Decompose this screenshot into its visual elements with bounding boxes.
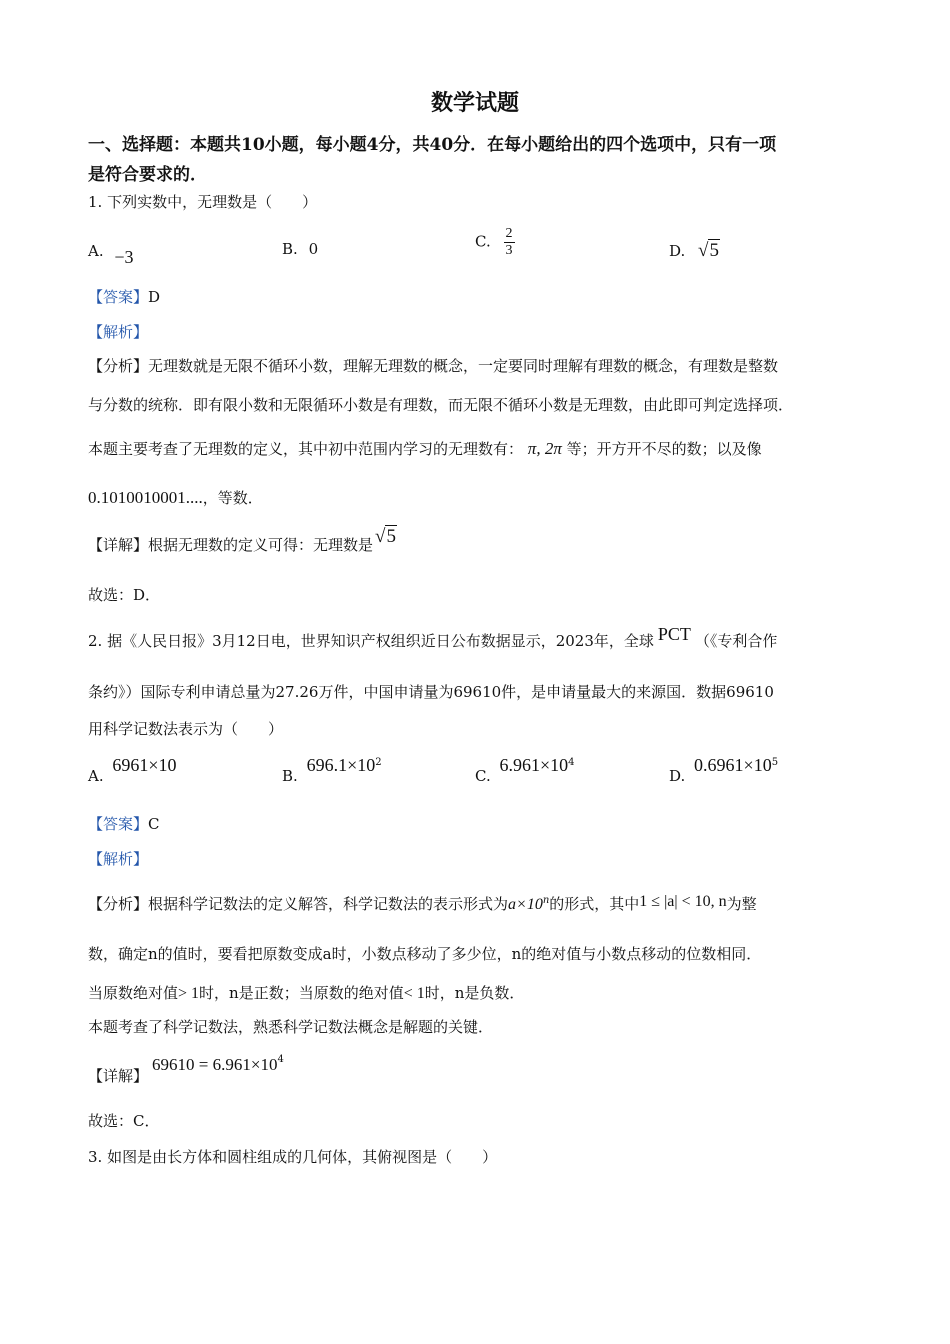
q1-choose: 故选：D．: [88, 586, 161, 604]
option-exponent: 4: [568, 757, 575, 768]
q2-fenxi-line4: 本题考查了科学记数法，熟悉科学记数法概念是解题的关键．: [88, 1018, 494, 1036]
section-heading-line2: 是符合要求的．: [88, 165, 207, 185]
option-label: A.: [88, 242, 104, 260]
q2-option-b: [282, 755, 382, 785]
option-label: D.: [669, 767, 686, 785]
q2-fenxi-line1: [88, 893, 757, 914]
option-value: 6.961×10: [499, 755, 569, 775]
answer-tag: 【答案】: [88, 288, 149, 306]
detail-math: 69610 = 6.961×10: [152, 1055, 278, 1074]
option-exponent: 2: [375, 757, 382, 768]
line-math: > 1: [178, 985, 200, 1002]
fenxi-tag: 【分析】: [88, 357, 149, 375]
option-label: C.: [475, 232, 491, 251]
q1-answer: [88, 286, 160, 307]
q2-fenxi-line3: [88, 982, 524, 1003]
q2-fenxi-line2: 数，确定n的值时，要看把原数变成a时，小数点移动了多少位，n的绝对值与小数点移动的位数相同．: [88, 945, 762, 963]
stem-text-b: （《专利合作: [694, 632, 778, 650]
option-label: B.: [282, 767, 298, 785]
q2-detail: [88, 1054, 284, 1085]
option-label: C.: [475, 767, 491, 785]
option-value: 0: [308, 240, 319, 258]
option-value: 0.6961×10: [694, 755, 772, 775]
q2-answer: [88, 813, 160, 834]
page-title: 数学试题: [430, 90, 519, 116]
detail-tag: 【详解】: [88, 536, 149, 554]
fenxi-text-b: 的形式，其中: [549, 895, 640, 913]
q1-fenxi-line2: 与分数的统称．即有限小数和无限循环小数是有理数，而无限不循环小数是无理数，由此即可判定选择项．: [88, 396, 794, 414]
note-text: 本题主要考查了无理数的定义，其中初中范围内学习的无理数有：: [88, 440, 524, 458]
fenxi-text-c: 为整: [726, 895, 757, 913]
q2-option-c: [475, 755, 575, 785]
detail-exp: 4: [277, 1054, 284, 1065]
q1-stem: 1. 下列实数中，无理数是（ ）: [88, 193, 318, 211]
answer-value: C: [148, 815, 160, 833]
fenxi-math-range: 1 ≤ |a| < 10, n: [639, 893, 727, 910]
q1-option-c: [475, 226, 515, 259]
fenxi-text: 根据科学记数法的定义解答，科学记数法的表示形式为: [148, 895, 509, 913]
fraction: [504, 226, 515, 259]
answer-tag: 【答案】: [88, 815, 149, 833]
q1-option-d: [669, 240, 720, 262]
stem-math: PCT: [657, 624, 691, 644]
detail-tag: 【详解】: [88, 1067, 149, 1085]
fenxi-tag: 【分析】: [88, 895, 149, 913]
note-decimal: 0.1010010001....: [88, 488, 203, 507]
q2-analysis-tag: 【解析】: [88, 850, 149, 868]
q1-note-line2: [88, 487, 263, 508]
option-label: A.: [88, 767, 104, 785]
option-value: 696.1×10: [306, 755, 376, 775]
stem-text: 2. 据《人民日报》3月12日电，世界知识产权组织近日公布数据显示，2023年，全球: [88, 632, 654, 650]
q2-stem-line1: [88, 624, 778, 651]
q3-stem: 3. 如图是由长方体和圆柱组成的几何体，其俯视图是（ ）: [88, 1148, 498, 1166]
fenxi-math-exp: n: [542, 895, 550, 906]
line-text-b: 时，n是正数；当原数的绝对值: [199, 984, 404, 1002]
line-text: 当原数绝对值: [88, 984, 179, 1002]
denominator: 3: [505, 243, 513, 258]
option-exponent: 5: [771, 757, 779, 768]
detail-text: 根据无理数的定义可得：无理数是: [148, 536, 374, 554]
q2-choose: 故选：C．: [88, 1112, 160, 1130]
option-label: D.: [669, 242, 686, 260]
note-math: π, 2π: [527, 439, 562, 458]
numerator: 2: [505, 226, 513, 241]
q2-option-d: [669, 755, 779, 785]
radicand: 5: [386, 526, 396, 547]
q1-option-b: [282, 240, 318, 258]
square-root: √5: [375, 526, 396, 547]
option-value: −3: [114, 247, 134, 267]
note-text: ，等数．: [202, 489, 263, 507]
q1-fenxi-line1: [88, 355, 778, 376]
q1-analysis-tag: 【解析】: [88, 323, 149, 341]
note-text-b: 等；开方开不尽的数；以及像: [566, 440, 762, 458]
answer-value: D: [148, 288, 161, 306]
line-math-2: < 1: [403, 985, 425, 1002]
q1-detail: [88, 526, 397, 556]
q2-option-a: [88, 755, 177, 785]
q2-stem-line2: 条约》）国际专利申请总量为27.26万件，中国申请量为69610件，是申请量最大的来源国．数据69610: [88, 683, 774, 701]
square-root: √5: [698, 240, 719, 261]
option-label: B.: [282, 240, 298, 258]
q1-note-line1: [88, 438, 762, 459]
option-value: 6961×10: [112, 755, 177, 775]
radicand: 5: [709, 240, 719, 261]
q2-stem-line3: 用科学记数法表示为（ ）: [88, 720, 284, 738]
line-text-c: 时，n是负数．: [424, 984, 525, 1002]
fenxi-math: a×10: [508, 896, 543, 913]
fenxi-text: 无理数就是无限不循环小数，理解无理数的概念，一定要同时理解有理数的概念，有理数是整数: [148, 357, 779, 375]
q1-option-a: [88, 240, 134, 267]
section-heading-line1: 一、选择题：本题共10小题，每小题4分，共40分．在每小题给出的四个选项中，只有一项: [88, 135, 777, 155]
